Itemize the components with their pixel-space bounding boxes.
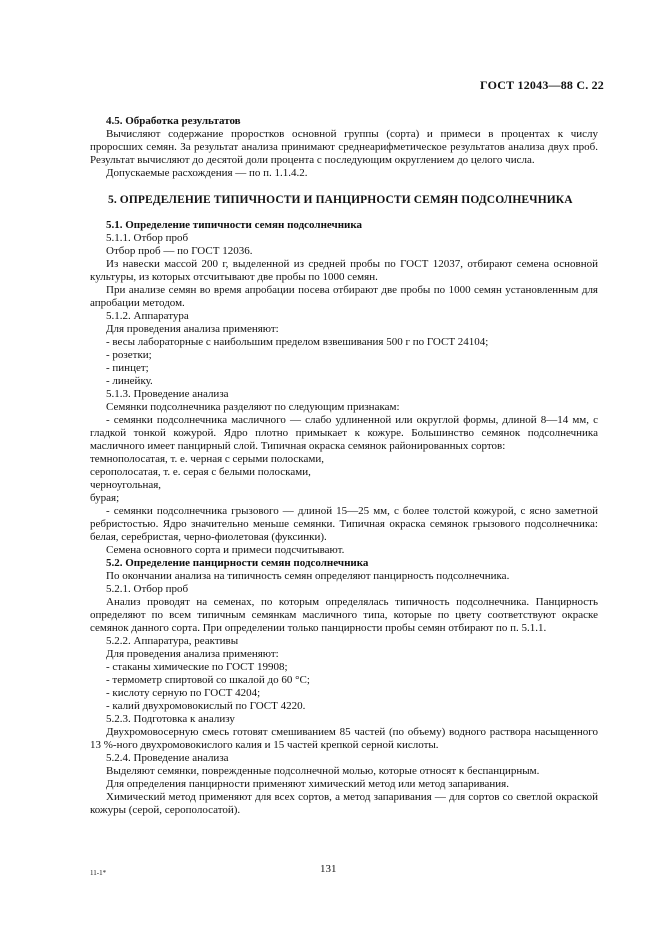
footer-code: 11-1*: [90, 869, 107, 877]
paragraph: Семена основного сорта и примеси подсчитывают.: [106, 544, 345, 556]
paragraph: Двухромовосерную смесь готовят смешиванием 85 частей (по объему) водного раствора насыщенного 13 %-ного двухромовокислого калия и 15 частей крепкой серной кислоты.: [90, 726, 598, 751]
paragraph: - семянки подсолнечника грызового — длиной 15—25 мм, с более толстой кожурой, с ясно заметной ребристостью. Ядро значительно меньше семянки. Типичная окраска семянок грызового подсолнечника: белая, серебристая, черно-фиолетовая (фуксинки).: [90, 505, 598, 543]
section-5-2-title: 5.2. Определение панцирности семян подсолнечника: [106, 557, 369, 569]
list-item: - калий двухромовокислый по ГОСТ 4220.: [106, 700, 306, 712]
paragraph: Семянки подсолнечника разделяют по следующим признакам:: [106, 401, 400, 413]
paragraph: Для проведения анализа применяют:: [106, 648, 279, 660]
list-item: - весы лабораторные с наибольшим пределом взвешивания 500 г по ГОСТ 24104;: [106, 336, 489, 348]
paragraph: Допускаемые расхождения — по п. 1.1.4.2.: [106, 167, 308, 179]
list-item: - стаканы химические по ГОСТ 19908;: [106, 661, 288, 673]
page-header: ГОСТ 12043—88 С. 22: [480, 78, 604, 92]
paragraph: Для определения панцирности применяют химический метод или метод запаривания.: [106, 778, 509, 790]
list-item: серополосатая, т. е. серая с белыми полосками,: [90, 466, 311, 478]
list-item: - термометр спиртовой со шкалой до 60 °С;: [106, 674, 310, 686]
paragraph: Выделяют семянки, поврежденные подсолнечной молью, которые относят к беспанцирным.: [106, 765, 540, 777]
paragraph: Анализ проводят на семенах, по которым определялась типичность подсолнечника. Панцирность определяют по всем типичным семянкам масличного типа, которые по цвету соответствуют окраске семянок данного сорта. При определении только панцирности пробы семян отбирают по п. 5.1.1.: [90, 596, 598, 634]
paragraph: По окончании анализа на типичность семян определяют панцирность подсолнечника.: [106, 570, 510, 582]
section-5-title: 5. ОПРЕДЕЛЕНИЕ ТИПИЧНОСТИ И ПАНЦИРНОСТИ СЕМЯН ПОДСОЛНЕЧНИКА: [108, 194, 573, 206]
paragraph: Отбор проб — по ГОСТ 12036.: [106, 245, 253, 257]
list-item: - кислоту серную по ГОСТ 4204;: [106, 687, 261, 699]
subsection-title: 5.2.4. Проведение анализа: [106, 752, 229, 764]
paragraph: - семянки подсолнечника масличного — слабо удлиненной или округлой формы, длиной 8—14 мм, с гладкой тонкой кожурой. Ядро плотно примыкает к кожуре. Большинство семянок подсолнечника масличного имеет панцирный слой. Типичная окраска семянок районированных сортов:: [90, 414, 598, 452]
subsection-title: 5.1.3. Проведение анализа: [106, 388, 229, 400]
paragraph: Химический метод применяют для всех сортов, а метод запаривания — для сортов со светлой окраской кожуры (серой, серополосатой).: [90, 791, 598, 816]
paragraph: При анализе семян во время апробации посева отбирают две пробы по 1000 семян установленным для апробации методом.: [90, 284, 598, 309]
subsection-title: 5.2.1. Отбор проб: [106, 583, 189, 595]
page-number: 131: [320, 863, 337, 875]
list-item: бурая;: [90, 492, 120, 504]
document-body: [90, 115, 598, 817]
list-item: черноугольная,: [90, 479, 162, 491]
section-5-1-title: 5.1. Определение типичности семян подсолнечника: [106, 219, 363, 231]
subsection-title: 5.2.3. Подготовка к анализу: [106, 713, 235, 725]
list-item: - пинцет;: [106, 362, 149, 374]
list-item: - линейку.: [106, 375, 153, 387]
list-item: темнополосатая, т. е. черная с серыми полосками,: [90, 453, 324, 465]
paragraph: Для проведения анализа применяют:: [106, 323, 279, 335]
paragraph: Из навески массой 200 г, выделенной из средней пробы по ГОСТ 12037, отбирают семена основной культуры, из которых отсчитывают две пробы по 1000 семян.: [90, 258, 598, 283]
paragraph: Вычисляют содержание проростков основной группы (сорта) и примеси в процентах к числу проросших семян. За результат анализа принимают среднеарифметическое результатов анализа двух проб. Результат вычисляют до десятой доли процента с последующим округлением до целого числа.: [90, 128, 598, 166]
list-item: - розетки;: [106, 349, 152, 361]
subsection-title: 5.1.1. Отбор проб: [106, 232, 189, 244]
section-4-5-title: 4.5. Обработка результатов: [106, 115, 241, 127]
subsection-title: 5.1.2. Аппаратура: [106, 310, 189, 322]
subsection-title: 5.2.2. Аппаратура, реактивы: [106, 635, 239, 647]
